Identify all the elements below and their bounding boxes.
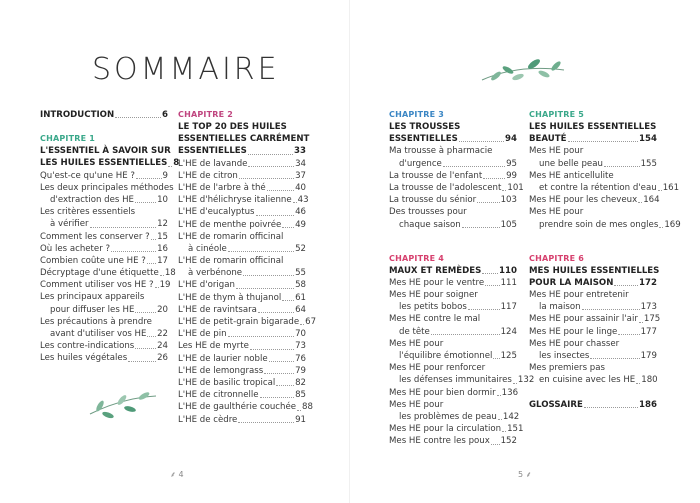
toc-entry[interactable] <box>40 304 168 316</box>
toc-entry[interactable] <box>178 365 306 377</box>
toc-entry[interactable] <box>40 340 168 352</box>
toc-entry-page: 179 <box>640 351 657 362</box>
toc-entry[interactable] <box>389 145 517 157</box>
toc-entry-title: Où les acheter ? <box>40 243 111 254</box>
toc-entry-page: 95 <box>506 158 517 169</box>
toc-entry-page: 34 <box>295 158 306 169</box>
toc-entry[interactable] <box>389 206 517 218</box>
toc-entry[interactable] <box>389 350 517 362</box>
toc-entry-page: 17 <box>157 255 168 266</box>
toc-column-2 <box>178 109 317 426</box>
toc-column-1 <box>40 109 180 365</box>
toc-entry[interactable] <box>40 194 168 206</box>
toc-entry-title: Comment les conserver ? <box>40 231 150 242</box>
toc-entry[interactable] <box>529 374 657 386</box>
toc-entry[interactable] <box>389 219 517 231</box>
toc-entry[interactable] <box>529 338 657 350</box>
toc-entry-page: 43 <box>297 195 309 206</box>
toc-entry-page: 10 <box>157 194 168 205</box>
leaf-branch-icon <box>88 388 158 424</box>
toc-entry-title: Décryptage d'une étiquette <box>40 268 159 279</box>
toc-entry-title: pour diffuser les HE <box>50 304 135 315</box>
toc-entry[interactable] <box>529 206 657 218</box>
toc-entry-chapter[interactable]: ESSENTIELLES 94 <box>389 134 517 145</box>
toc-entry-page: 85 <box>295 390 306 401</box>
toc-entry[interactable] <box>178 231 306 243</box>
toc-entry-page: 20 <box>157 304 168 315</box>
toc-entry-page: 177 <box>640 326 657 337</box>
toc-entry[interactable] <box>178 182 306 194</box>
toc-entry-title: Ma trousse à pharmacie <box>389 146 493 157</box>
toc-entry[interactable] <box>389 338 517 350</box>
toc-entry-title: Combien coûte une HE ? <box>40 255 146 266</box>
toc-entry-page: 64 <box>295 304 306 315</box>
toc-entry[interactable] <box>389 158 517 170</box>
toc-entry-page: 22 <box>157 329 168 339</box>
toc-entry-title: Mes HE pour le linge <box>529 326 618 337</box>
toc-entry-page: 82 <box>295 377 306 388</box>
toc-entry-page: 67 <box>305 317 317 328</box>
toc-entry-title: chaque saison <box>399 219 461 230</box>
toc-entry-title: Mes HE contre le mal <box>389 314 481 325</box>
toc-entry-page: 19 <box>159 280 171 291</box>
toc-entry-title: Mes HE pour <box>389 399 444 410</box>
toc-entry[interactable] <box>529 313 661 325</box>
toc-entry-title: avant d'utiliser vos HE <box>50 329 147 339</box>
toc-entry-title: Mes HE pour <box>529 146 584 157</box>
toc-entry[interactable] <box>40 316 168 328</box>
toc-entry-title: Les critères essentiels <box>40 207 136 218</box>
toc-entry-title: Des trousses pour <box>389 207 467 218</box>
folio-ornament-icon: ⸙ <box>170 470 179 479</box>
toc-entry[interactable] <box>529 170 657 182</box>
toc-entry-title: de tête <box>399 326 430 337</box>
toc-entry[interactable] <box>40 255 168 267</box>
chapter-label: CHAPITRE 1 <box>40 134 96 144</box>
toc-entry[interactable] <box>389 277 517 289</box>
toc-entry[interactable] <box>389 326 517 338</box>
toc-entry-title: L'HE de romarin officinal <box>178 256 284 267</box>
toc-entry[interactable] <box>389 411 520 423</box>
toc-entry[interactable] <box>529 194 660 206</box>
toc-entry[interactable] <box>529 289 657 301</box>
toc-entry[interactable] <box>178 292 306 304</box>
toc-entry[interactable] <box>40 206 168 218</box>
toc-entry[interactable] <box>389 362 517 374</box>
toc-entry-title: L'HE de cèdre <box>178 414 238 425</box>
toc-entry-page: 49 <box>295 219 306 230</box>
toc-entry-title: L'HE de pin <box>178 329 227 340</box>
toc-entry-page: 18 <box>164 268 176 279</box>
toc-entry[interactable] <box>389 423 524 435</box>
toc-entry-title: L'HE de laurier noble <box>178 353 268 364</box>
toc-entry-page: 55 <box>295 268 306 279</box>
chapter-label: CHAPITRE 4 <box>389 253 445 263</box>
toc-entry-chapter[interactable]: MAUX ET REMÈDES 110 <box>389 265 517 276</box>
toc-entry-title: d'extraction des HE <box>50 194 134 205</box>
toc-entry-title: Les précautions à prendre <box>40 316 152 327</box>
toc-entry-title: à vérifier <box>50 219 89 230</box>
toc-entry[interactable] <box>40 291 168 303</box>
toc-entry[interactable] <box>529 350 657 362</box>
toc-entry[interactable] <box>389 194 517 206</box>
toc-entry-title: L'HE de citronnelle <box>178 390 259 401</box>
toc-entry[interactable] <box>40 352 168 364</box>
toc-entry-title: à cinéole <box>188 243 227 254</box>
toc-entry-title: Les contre-indications <box>40 341 135 352</box>
toc-entry[interactable] <box>389 374 535 386</box>
toc-entry-title: L'HE de menthe poivrée <box>178 219 282 230</box>
toc-entry-page: 12 <box>157 219 168 230</box>
chapter-title: L'ESSENTIEL À SAVOIR SUR <box>40 146 171 157</box>
toc-entry-chapter[interactable]: BEAUTÉ 154 <box>529 134 657 145</box>
toc-entry[interactable] <box>178 328 306 340</box>
toc-entry[interactable] <box>40 328 168 340</box>
toc-entry-page: 125 <box>500 351 517 361</box>
toc-entry[interactable] <box>529 145 657 157</box>
toc-entry-title: La trousse de l'adolescent <box>389 182 502 193</box>
toc-entry-page: 111 <box>500 277 517 288</box>
toc-entry-page: 99 <box>506 170 517 181</box>
toc-entry-page: 24 <box>157 341 168 352</box>
toc-entry-title: Mes HE pour la circulation <box>389 424 502 435</box>
toc-entry-title: Qu'est-ce qu'une HE ? <box>40 170 135 181</box>
toc-entry-page: 155 <box>640 158 657 169</box>
toc-entry[interactable] <box>40 267 176 279</box>
toc-entry[interactable] <box>178 158 306 170</box>
toc-entry-chapter[interactable]: POUR LA MAISON 172 <box>529 277 657 288</box>
toc-entry[interactable] <box>389 399 517 411</box>
toc-entry[interactable] <box>178 279 306 291</box>
toc-entry-page: 76 <box>295 353 306 364</box>
toc-entry-page: 164 <box>643 195 660 206</box>
toc-entry-title: en cuisine avec les HE <box>539 375 636 386</box>
toc-entry[interactable] <box>178 401 313 413</box>
toc-entry-title: L'HE d'origan <box>178 280 235 291</box>
toc-entry[interactable] <box>178 255 306 267</box>
toc-entry[interactable] <box>178 340 306 352</box>
toc-entry-page: 117 <box>500 302 517 313</box>
toc-entry[interactable] <box>178 353 306 365</box>
toc-entry-page: 180 <box>641 375 658 386</box>
toc-entry-title: les petits bobos <box>399 302 467 313</box>
toc-entry-page: 173 <box>640 302 657 313</box>
toc-entry-page: 169 <box>664 219 681 230</box>
toc-entry-introduction[interactable]: INTRODUCTION 6 <box>40 109 168 120</box>
toc-entry[interactable] <box>178 206 306 218</box>
toc-entry[interactable] <box>178 219 306 231</box>
toc-entry[interactable] <box>178 243 306 255</box>
toc-entry-title: les insectes <box>539 351 590 362</box>
toc-entry-title: Mes HE pour le ventre <box>389 277 485 288</box>
toc-entry-title: Mes HE pour les cheveux <box>529 195 638 206</box>
toc-entry-page: 79 <box>295 365 306 376</box>
toc-entry-title: à verbénone <box>188 268 243 279</box>
toc-entry-title: La trousse de l'enfant <box>389 170 483 181</box>
toc-entry-glossary[interactable]: GLOSSAIRE 186 <box>529 399 657 410</box>
toc-entry-page: 16 <box>157 243 168 254</box>
toc-entry-page: 105 <box>500 219 517 230</box>
toc-entry-title: L'HE de thym à thujanol <box>178 292 282 303</box>
toc-entry-title: L'HE de l'arbre à thé <box>178 182 266 193</box>
toc-entry[interactable] <box>40 182 174 194</box>
toc-entry-title: L'HE de citron <box>178 170 238 181</box>
page-title: SOMMAIRE <box>92 52 280 87</box>
toc-entry-title: Mes HE pour soigner <box>389 290 478 301</box>
toc-entry-title: Les principaux appareils <box>40 292 145 303</box>
toc-entry[interactable] <box>389 170 517 182</box>
toc-entry-page: 132 <box>517 375 535 386</box>
chapter-title: LES TROUSSES <box>389 122 461 132</box>
toc-entry-title: L'HE de lemongrass <box>178 365 264 376</box>
page-gutter <box>349 0 350 503</box>
toc-entry-title: Les HE de myrte <box>178 341 249 352</box>
toc-entry-page: 101 <box>507 182 524 193</box>
toc-entry[interactable] <box>178 304 306 316</box>
toc-entry-title: Mes HE contre les poux <box>389 436 490 447</box>
toc-entry-title: L'HE de gaulthérie couchée <box>178 402 297 413</box>
toc-entry-page: 91 <box>295 414 306 425</box>
toc-entry[interactable] <box>529 326 657 338</box>
toc-entry-page: 9 <box>162 170 168 181</box>
toc-entry[interactable] <box>40 170 168 182</box>
chapter-title: LE TOP 20 DES HUILES <box>178 122 287 132</box>
toc-entry-title: Les deux principales méthodes <box>40 182 174 193</box>
toc-entry-title: L'HE de lavande <box>178 158 248 169</box>
toc-entry[interactable] <box>178 194 309 206</box>
chapter-title: LES HUILES ESSENTIELLES <box>529 122 657 132</box>
toc-entry-title: Mes HE pour renforcer <box>389 363 486 374</box>
toc-entry-page: 103 <box>500 195 517 206</box>
toc-entry[interactable] <box>529 219 681 231</box>
toc-entry-page: 88 <box>302 402 313 413</box>
toc-entry-page: 151 <box>507 424 524 435</box>
toc-entry-page: 161 <box>662 182 680 193</box>
toc-entry-page: 70 <box>295 329 306 340</box>
toc-entry-title: les défenses immunitaires <box>399 375 512 386</box>
toc-entry-title: Mes HE pour <box>389 338 444 349</box>
toc-entry-title: La trousse du sénior <box>389 195 477 206</box>
toc-entry[interactable] <box>389 435 517 447</box>
toc-entry-page: 142 <box>502 411 520 422</box>
toc-entry-title: les problèmes de peau <box>399 411 497 422</box>
toc-entry-page: 124 <box>500 326 517 337</box>
toc-entry-title: L'HE de petit-grain bigarade <box>178 317 300 328</box>
toc-entry[interactable] <box>529 301 657 313</box>
toc-entry[interactable] <box>178 316 317 328</box>
toc-entry[interactable] <box>389 289 517 301</box>
toc-entry-title: L'HE d'eucalyptus <box>178 207 255 218</box>
chapter-title: ESSENTIELLES CARRÉMENT <box>178 134 310 145</box>
toc-entry-title: Mes HE pour bien dormir <box>389 387 496 398</box>
toc-entry[interactable] <box>389 301 517 313</box>
toc-entry-page: 58 <box>295 280 306 291</box>
toc-entry-chapter[interactable]: LES HUILES ESSENTIELLES 8 <box>40 158 180 169</box>
toc-entry-page: 40 <box>295 182 306 193</box>
toc-column-4 <box>529 109 681 411</box>
toc-entry-title: Mes HE anticellulite <box>529 170 614 181</box>
toc-entry-page: 73 <box>295 341 306 352</box>
toc-entry-title: la maison <box>539 302 581 313</box>
toc-entry-title: L'HE de romarin officinal <box>178 231 284 242</box>
toc-entry-title: l'équilibre émotionnel <box>399 351 493 361</box>
page-number-right: 5 ⸙ <box>518 470 532 479</box>
toc-entry[interactable] <box>389 313 517 325</box>
toc-entry-title: prendre soin de mes ongles <box>539 219 659 230</box>
leaf-branch-icon <box>478 50 568 90</box>
toc-entry[interactable] <box>40 231 168 243</box>
toc-column-3 <box>389 109 535 448</box>
toc-entry-title: Mes HE pour chasser <box>529 338 620 349</box>
toc-entry-page: 175 <box>643 314 661 325</box>
toc-entry-page: 136 <box>501 387 519 398</box>
toc-entry[interactable] <box>178 267 306 279</box>
toc-entry-title: et contre la rétention d'eau <box>539 182 657 193</box>
toc-entry-title: Mes HE pour <box>529 207 584 218</box>
toc-entry-title: Comment utiliser vos HE ? <box>40 280 154 291</box>
toc-entry[interactable] <box>178 377 306 389</box>
toc-entry-title: une belle peau <box>539 158 603 169</box>
toc-entry-page: 61 <box>295 292 306 303</box>
toc-entry[interactable] <box>178 170 306 182</box>
chapter-title: MES HUILES ESSENTIELLES <box>529 265 660 276</box>
toc-entry-chapter[interactable]: ESSENTIELLES 33 <box>178 146 306 157</box>
toc-entry[interactable] <box>40 218 168 230</box>
toc-entry-title: Mes HE pour entretenir <box>529 290 629 301</box>
chapter-label: CHAPITRE 2 <box>178 110 234 119</box>
toc-entry[interactable] <box>389 182 524 194</box>
toc-entry-page: 152 <box>500 436 517 447</box>
toc-entry[interactable] <box>178 389 306 401</box>
chapter-label: CHAPITRE 3 <box>389 110 445 119</box>
toc-entry[interactable] <box>389 387 517 399</box>
toc-entry-title: Mes HE pour assainir l'air <box>529 314 638 325</box>
toc-entry-title: Mes premiers pas <box>529 363 605 374</box>
chapter-label: CHAPITRE 5 <box>529 110 585 119</box>
toc-entry[interactable] <box>529 182 680 194</box>
toc-entry-title: Les huiles végétales <box>40 353 128 364</box>
chapter-label: CHAPITRE 6 <box>529 253 585 263</box>
toc-entry-page: 26 <box>157 353 168 364</box>
folio-ornament-icon: ⸙ <box>523 470 532 479</box>
toc-entry-title: d'urgence <box>399 158 442 169</box>
toc-entry[interactable] <box>40 279 171 291</box>
toc-entry-title: L'HE de basilic tropical <box>178 377 276 388</box>
toc-entry-page: 37 <box>295 170 306 181</box>
toc-entry[interactable] <box>529 362 657 374</box>
toc-entry-page: 15 <box>157 231 168 242</box>
toc-entry[interactable] <box>178 414 306 426</box>
toc-entry-title: L'HE de ravintsara <box>178 304 257 315</box>
toc-entry-title: L'HE d'hélichryse italienne <box>178 195 292 206</box>
page-number-left: ⸙ 4 <box>170 470 184 479</box>
toc-entry[interactable] <box>40 243 168 255</box>
toc-entry[interactable] <box>529 158 657 170</box>
toc-entry-page: 46 <box>295 207 306 218</box>
toc-entry-page: 52 <box>295 243 306 254</box>
